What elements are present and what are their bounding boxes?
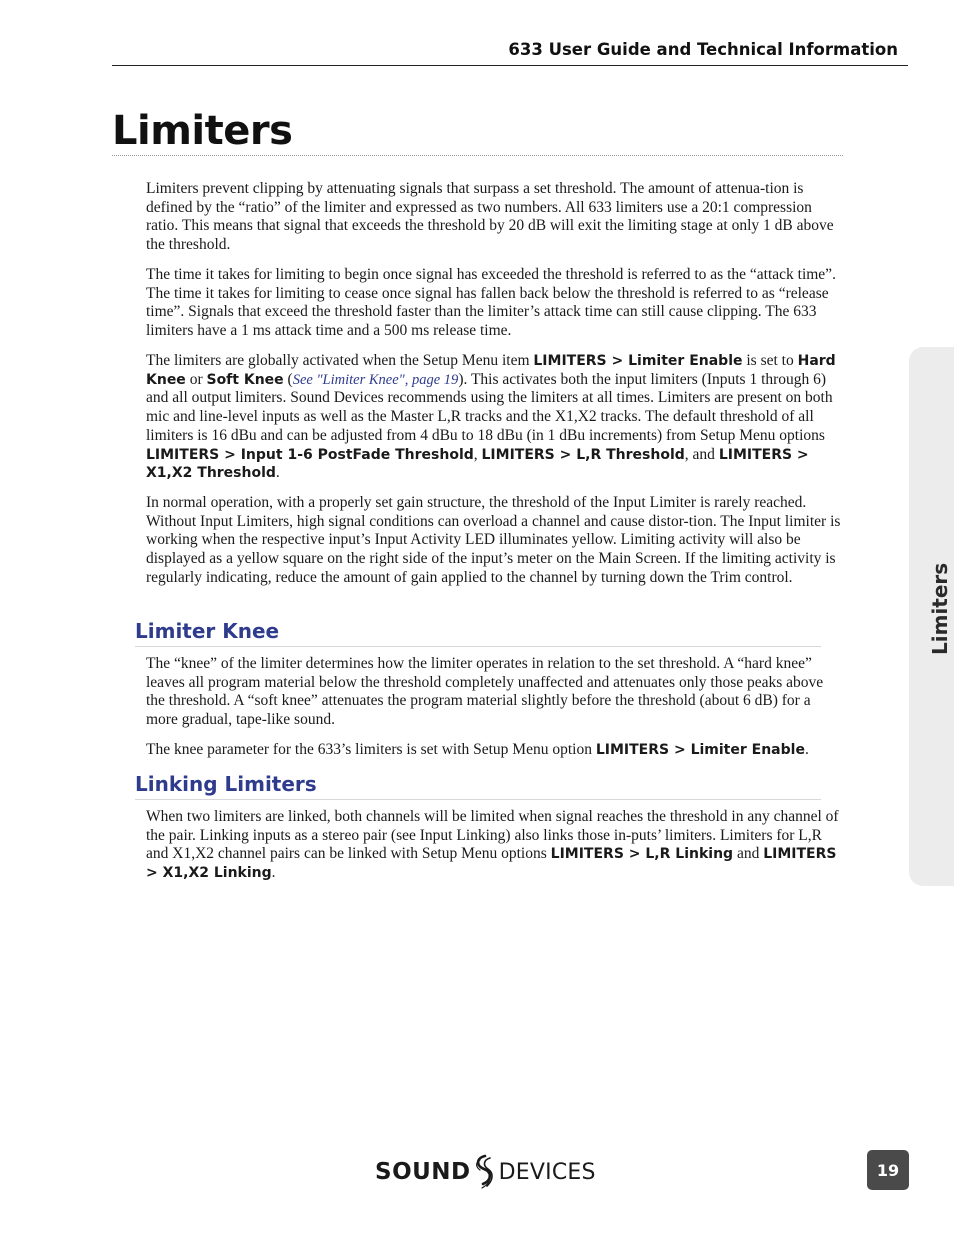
intro-paragraph-2: The time it takes for limiting to begin once signal has exceeded the threshold is referred to as the “attack time”. The time it takes for limiting to cease once signal has fallen back below the threshold is referred to as “release time”. Signals that exceed the threshold faster than the limiter’s attack time can still cause clipping. The 633 limiters have a 1 ms attack time and a 500 ms release time.: [146, 266, 836, 340]
text-run: The limiters are globally activated when the Setup Menu item: [146, 352, 534, 369]
knee-paragraph-2: [146, 741, 843, 760]
section-heading-limiter-knee: Limiter Knee: [135, 619, 280, 643]
header-divider: [112, 65, 908, 66]
sound-devices-wave-icon: [472, 1154, 498, 1190]
section-divider: [135, 799, 821, 800]
text-run: ,: [473, 445, 482, 463]
section-divider: [135, 646, 821, 647]
text-run: and: [733, 845, 764, 863]
text-run: .: [275, 464, 280, 482]
text-run: is set to: [742, 352, 798, 369]
menu-path: LIMITERS > Input 1-6 PostFade Threshold: [146, 446, 474, 463]
menu-path: LIMITERS > L,R Linking: [550, 846, 734, 863]
text-run: .: [271, 864, 276, 882]
knee-paragraph-1: The “knee” of the limiter determines how the limiter operates in relation to the set threshold. A “hard knee” leaves all program material below the threshold completely unaffected and attenuates only those peaks above the threshold. A “soft knee” attenuates the program material slightly before the threshold (about 6 dB) for a more gradual, tape-like sound.: [146, 655, 824, 729]
menu-path: LIMITERS > X1,X2 Linking: [146, 846, 837, 882]
page-title: Limiters: [112, 108, 293, 154]
title-divider: [112, 155, 843, 156]
menu-option: Soft Knee: [206, 371, 284, 388]
text-run: (: [283, 370, 293, 388]
cross-reference-link[interactable]: See "Limiter Knee", page 19: [292, 371, 459, 388]
menu-path: LIMITERS > Limiter Enable: [533, 353, 743, 369]
menu-path: LIMITERS > X1,X2 Threshold: [146, 446, 809, 482]
menu-path: LIMITERS > Limiter Enable: [595, 742, 805, 758]
menu-path: LIMITERS > L,R Threshold: [481, 446, 685, 463]
logo-text-sound: SOUND: [375, 1159, 471, 1185]
logo-text-devices: DEVICES: [498, 1159, 596, 1185]
intro-paragraph-4: In normal operation, with a properly set gain structure, the threshold of the Input Limiter is rarely reached. Without Input Limiters, high signal conditions can overload a channel and cause distor-tion. The Input limiter is working when the respective input’s Input Activity LED illuminates yellow. Limiting activity will also be displayed as a yellow square on the right side of the input’s meter on the Main Screen. If the limiting activity is regularly indicating, reduce the amount of gain applied to the channel by turning down the Trim control.: [146, 494, 841, 586]
linking-paragraph-1: [146, 808, 843, 883]
text-run: When two limiters are linked, both channels will be limited when signal reaches the threshold in any channel of the pair. Linking inputs as a stereo pair (see Input Linking) also links those in-puts’ limiters. Limiters for L,R and X1,X2 channel pairs can be linked with Setup Menu options: [146, 808, 839, 863]
intro-paragraph-1: Limiters prevent clipping by attenuating signals that surpass a set threshold. The amount of attenua-tion is defined by the “ratio” of the limiter and expressed as two numbers. All 633 limiters use a 20:1 compression ratio. This means that signal that exceeds the threshold by 20 dB will exit the limiting stage at only 1 dB above the threshold.: [146, 180, 834, 254]
text-run: , and: [684, 445, 719, 463]
side-tab-label: Limiters: [928, 562, 952, 655]
sound-devices-logo: [375, 1154, 596, 1190]
text-run: .: [804, 741, 809, 758]
page-number-badge: 19: [867, 1150, 909, 1190]
text-run: or: [185, 370, 207, 388]
text-run: The knee parameter for the 633’s limiters is set with Setup Menu option: [146, 741, 596, 758]
section-heading-linking-limiters: Linking Limiters: [135, 772, 317, 796]
header-title: 633 User Guide and Technical Information: [508, 40, 898, 59]
intro-paragraph-3: [146, 352, 843, 483]
menu-option: Hard Knee: [146, 353, 836, 388]
text-run: ). This activates both the input limiters (Inputs 1 through 6) and all output limiters. Sound Devices recommends using the limiters at all times. Limiters are present on both mic and line-level inputs as well as the Master L,R tracks and the X1,X2 tracks. The default threshold of all limiters is 16 dBu and can be adjusted from 4 dBu to 18 dBu (in 1 dBu increments) from Setup Menu options: [146, 370, 833, 444]
